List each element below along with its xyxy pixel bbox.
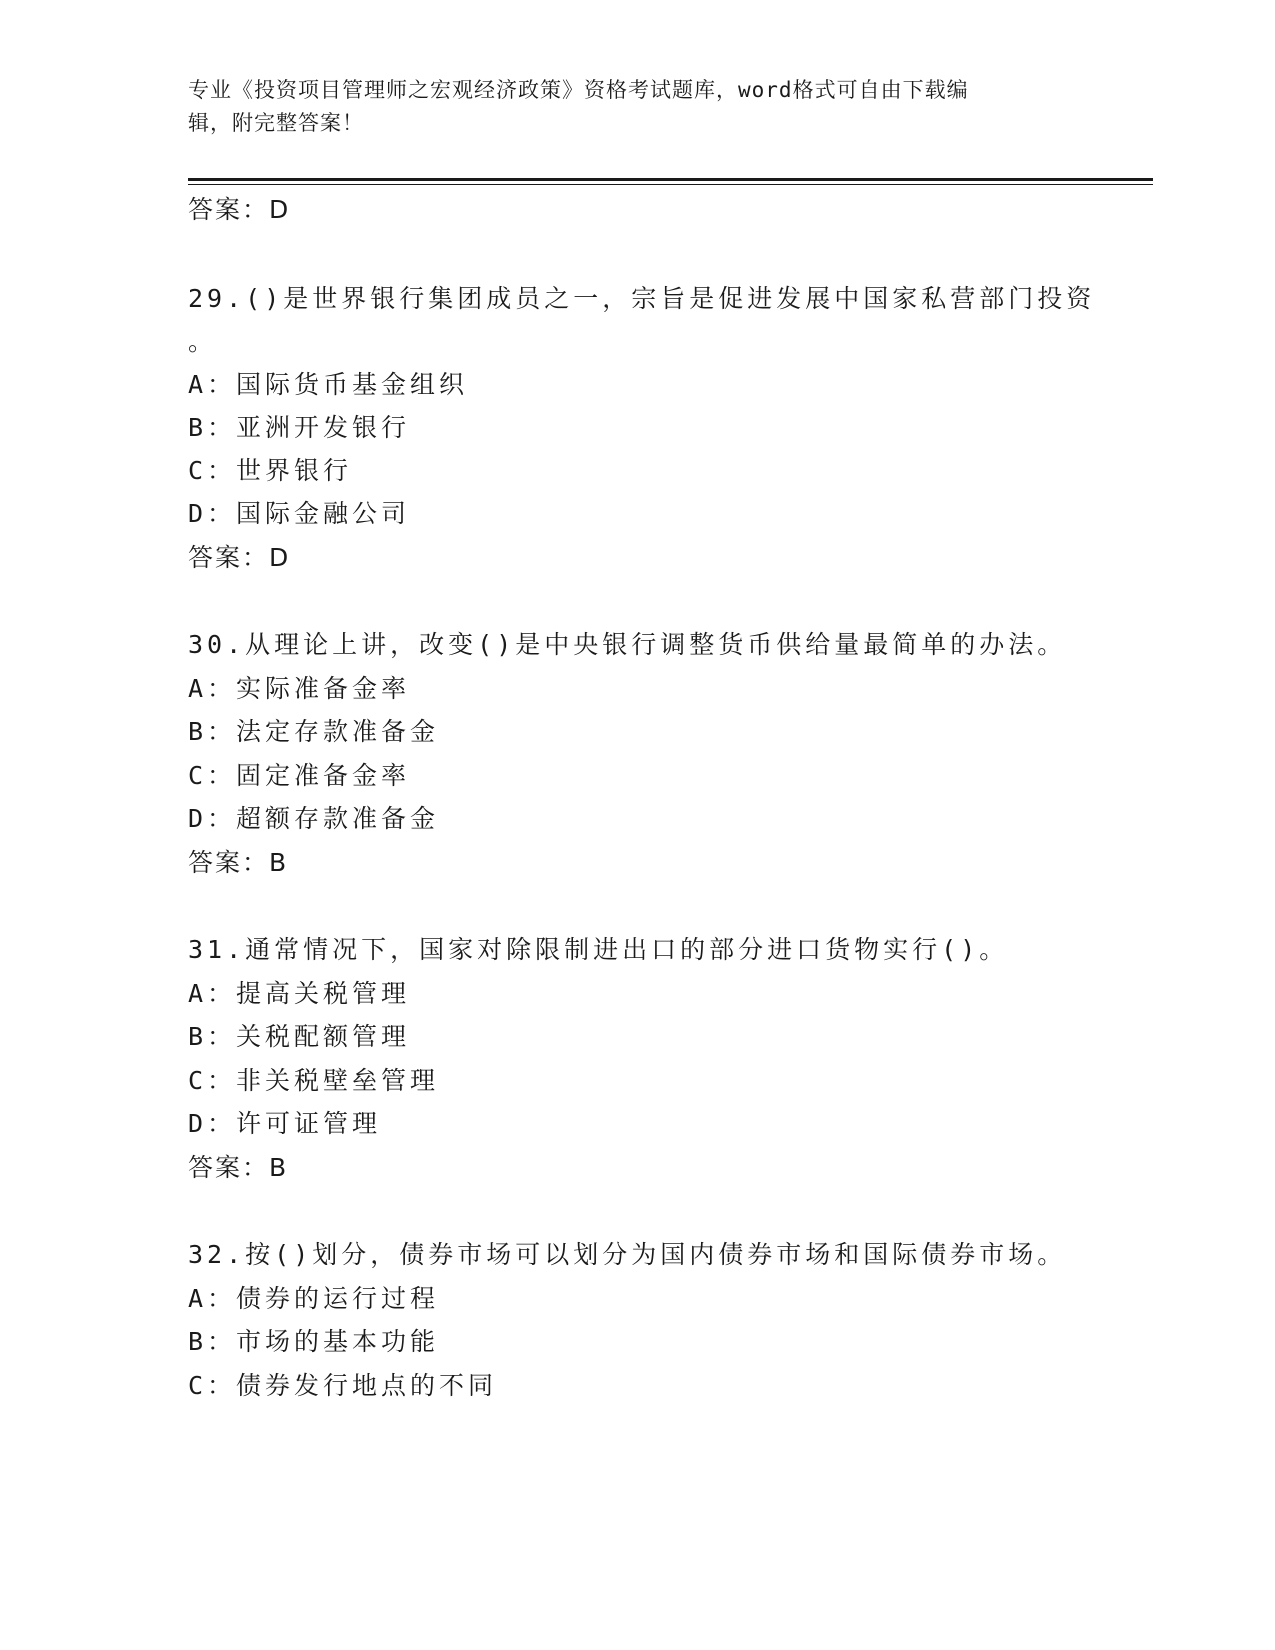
answer-prev: 答案：D — [188, 195, 291, 224]
question-29-option-d: D：国际金融公司 — [188, 499, 411, 528]
document-header — [188, 74, 1088, 140]
question-31-option-a: A：提高关税管理 — [188, 979, 411, 1008]
question-29-stem: 29.()是世界银行集团成员之一，宗旨是促进发展中国家私营部门投资 — [188, 284, 1096, 313]
header-line-2: 辑，附完整答案！ — [188, 111, 364, 135]
question-31-stem: 31.通常情况下，国家对除限制进出口的部分进口货物实行()。 — [188, 935, 1009, 964]
question-32-option-c: C：债券发行地点的不同 — [188, 1371, 498, 1400]
question-30-answer: 答案：B — [188, 848, 289, 877]
question-29-option-c: C：世界银行 — [188, 456, 353, 485]
question-29-stem-cont: 。 — [188, 327, 218, 356]
question-30-option-a: A：实际准备金率 — [188, 674, 411, 703]
question-30-option-b: B：法定存款准备金 — [188, 717, 440, 746]
question-31-option-b: B：关税配额管理 — [188, 1022, 411, 1051]
question-30-stem: 30.从理论上讲，改变()是中央银行调整货币供给量最简单的办法。 — [188, 630, 1067, 659]
question-30-option-d: D：超额存款准备金 — [188, 804, 440, 833]
question-30-option-c: C：固定准备金率 — [188, 761, 411, 790]
header-line-1: 专业《投资项目管理师之宏观经济政策》资格考试题库，word格式可自由下载编 — [188, 78, 969, 102]
question-31-option-c: C：非关税壁垒管理 — [188, 1066, 440, 1095]
question-31-answer: 答案：B — [188, 1153, 289, 1182]
header-divider-thin — [188, 184, 1153, 185]
question-29-option-a: A：国际货币基金组织 — [188, 370, 469, 399]
header-divider-thick — [188, 178, 1153, 181]
question-32-option-b: B：市场的基本功能 — [188, 1327, 440, 1356]
question-29-option-b: B：亚洲开发银行 — [188, 413, 411, 442]
question-32-stem: 32.按()划分，债券市场可以划分为国内债券市场和国际债券市场。 — [188, 1240, 1067, 1269]
question-32-option-a: A：债券的运行过程 — [188, 1284, 440, 1313]
question-31-option-d: D：许可证管理 — [188, 1109, 382, 1138]
question-29-answer: 答案：D — [188, 543, 291, 572]
